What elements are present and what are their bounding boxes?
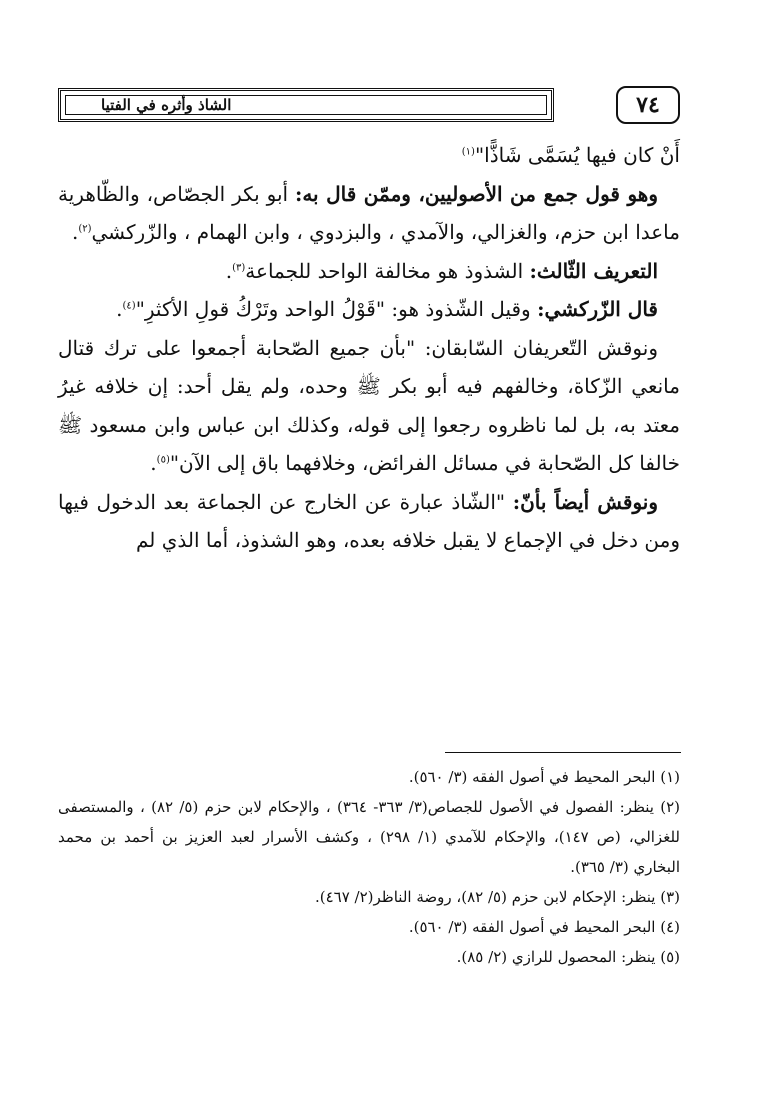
main-text bbox=[58, 136, 680, 560]
footnote-ref-3: (٣) bbox=[232, 261, 246, 273]
paragraph-6-text: "الشّاذ عبارة عن الخارج عن الجماعة بعد الدخول فيها ومن دخل في الإجماع لا يقبل خلافه بعده، وهو الشذوذ، أما الذي لم bbox=[58, 489, 680, 552]
footnote-3: (٣) ينظر: الإحكام لابن حزم (٥/ ٨٢)، روضة الناظر(٢/ ٤٦٧). bbox=[314, 888, 680, 906]
paragraph-3-text: الشذوذ هو مخالفة الواحد للجماعة bbox=[245, 258, 530, 283]
footnote-5: (٥) ينظر: المحصول للرازي (٢/ ٨٥). bbox=[456, 948, 680, 966]
paragraph-5: ونوقش التّعريفان السّابقان: "بأن جميع الصّحابة أجمعوا على ترك قتال مانعي الزّكاة، وخالفهم فيه أبو بكر ﷺ وحده، ولم يقل أحد: إن خلافه غيرُ معتد به، بل لما ناظروه رجعوا إلى قوله، وكذلك ابن عباس وابن مسعود ﷺ خالفا كل الصّحابة في مسائل الفرائض، وخلافهما باق إلى الآن"$^{(٥)}$. bbox=[58, 335, 680, 475]
footnotes bbox=[58, 762, 680, 972]
paragraph-6-lead: ونوقش أيضاً بأنّ: bbox=[512, 489, 658, 514]
paragraph-1 bbox=[58, 136, 680, 175]
running-title-box bbox=[58, 88, 554, 122]
footnote-2: (٢) ينظر: الفصول في الأصول للجصاص(٣/ ٣٦٣- ٣٦٤) ، والإحكام لابن حزم (٥/ ٨٢) ، والمستصفى للغزالي، (ص ١٤٧)، والإحكام للآمدي (١/ ٢٩٨) ، وكشف الأسرار لعبد العزيز بن أحمد بن محمد البخاري (٣/ ٣٦٥). bbox=[58, 798, 681, 876]
footnote-ref-5: (٥) bbox=[156, 454, 170, 466]
paragraph-1-text: أَنْ كان فيها يُسَمَّى شَاذًّا" bbox=[474, 143, 680, 167]
paragraph-5-text: ونوقش التّعريفان السّابقان: "بأن جميع الصّحابة أجمعوا على ترك قتال مانعي الزّكاة، وخالفهم فيه أبو بكر ﷺ وحده، ولم يقل أحد: إن خلافه غيرُ معتد به، بل لما ناظروه رجعوا إلى قوله، وكذلك ابن عباس وابن مسعود ﷺ خالفا كل الصّحابة في مسائل الفرائض، وخلافهما باق إلى الآن" bbox=[58, 335, 680, 475]
paragraph-4: قال الزّركشي: وقيل الشّذوذ هو: "قَوْلُ الواحد وتَرْكُ قولِ الأكثرِ"$^{(٤)}$. bbox=[116, 297, 658, 321]
paragraph-3: التعريف الثّالث: الشذوذ هو مخالفة الواحد للجماعة$^{(٣)}$. bbox=[225, 258, 658, 283]
paragraph-2-lead: وهو قول جمع من الأصوليين، وممّن قال به: bbox=[294, 181, 658, 206]
page-header bbox=[58, 86, 680, 126]
page-number-box bbox=[616, 86, 680, 124]
paragraph-4-text: وقيل الشّذوذ هو: "قَوْلُ الواحد وتَرْكُ قولِ الأكثرِ" bbox=[135, 297, 538, 321]
page-number: ٧٤ bbox=[636, 92, 660, 118]
paragraph-2-text: أبو بكر الجصّاص، والظّاهرية ماعدا ابن حزم، والغزالي، والآمدي ، والبزدوي ، وابن الهمام ، والزّركشي bbox=[58, 181, 680, 244]
footnote-ref-1: (١) bbox=[461, 146, 475, 158]
footnote-ref-2: (٢) bbox=[78, 223, 92, 235]
footnote-4: (٤) البحر المحيط في أصول الفقه (٣/ ٥٦٠). bbox=[408, 918, 680, 936]
paragraph-6 bbox=[58, 483, 680, 560]
footnote-1: (١) البحر المحيط في أصول الفقه (٣/ ٥٦٠). bbox=[408, 768, 680, 786]
running-title: الشاذ وأثره في الفتيا bbox=[101, 96, 232, 114]
paragraph-3-lead: التعريف الثّالث: bbox=[529, 258, 658, 283]
paragraph-4-lead: قال الزّركشي: bbox=[537, 297, 658, 321]
footnote-ref-4: (٤) bbox=[122, 300, 136, 312]
footnote-divider bbox=[445, 752, 681, 753]
paragraph-2: وهو قول جمع من الأصوليين، وممّن قال به: أبو بكر الجصّاص، والظّاهرية ماعدا ابن حزم، والغزالي، والآمدي ، والبزدوي ، وابن الهمام ، والزّركشي$^{(٢)}$. bbox=[58, 181, 680, 244]
